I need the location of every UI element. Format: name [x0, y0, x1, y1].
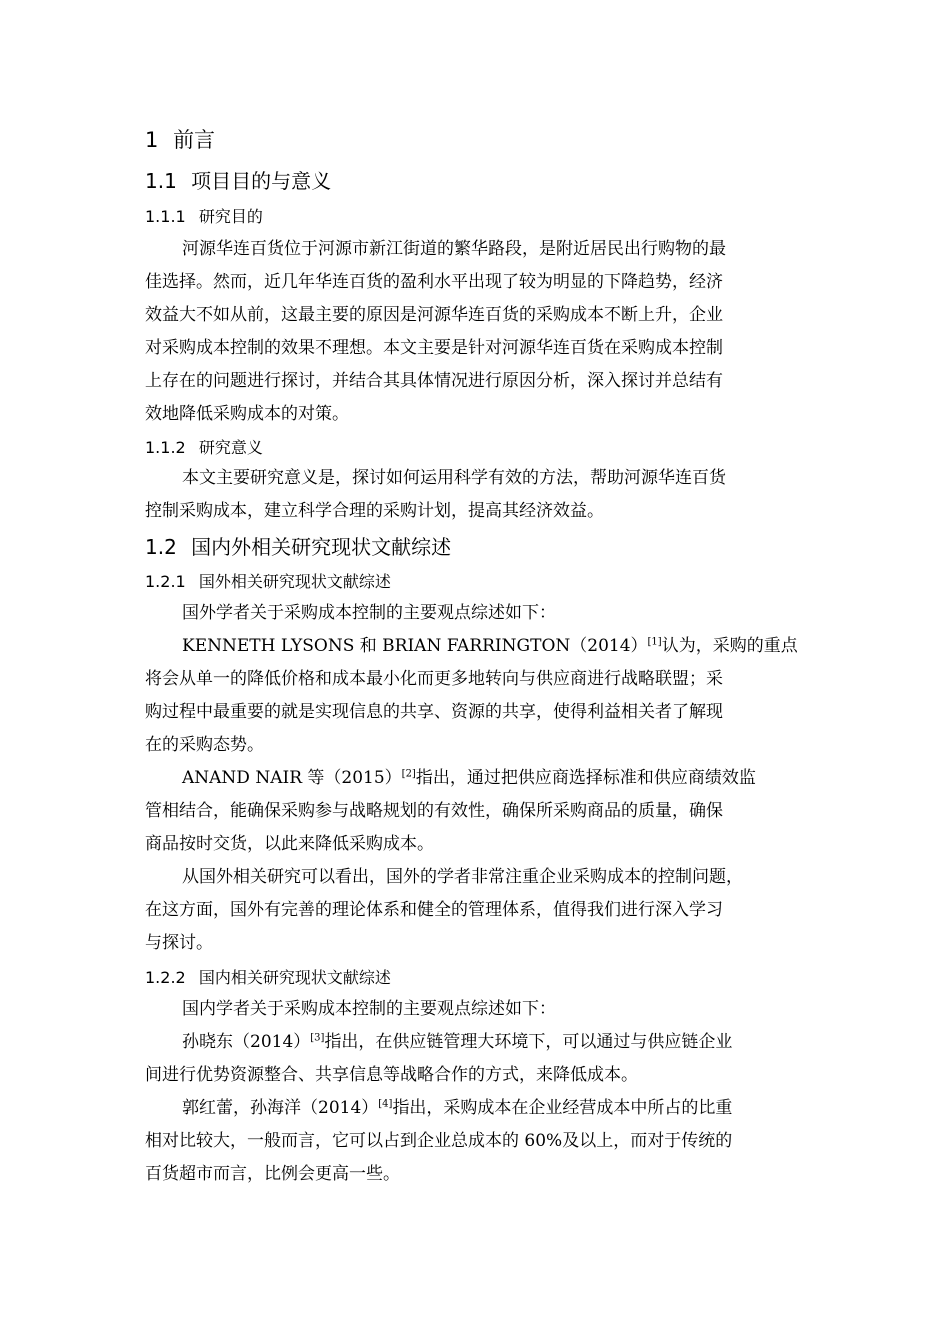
section-title: 前言: [173, 128, 216, 152]
heading-1: [145, 126, 815, 154]
heading-1-2-1: [145, 570, 815, 594]
paragraph-research-purpose: [145, 233, 815, 431]
section-number: 1: [145, 128, 159, 152]
section-number: 1.2.2: [145, 968, 186, 987]
paragraph-line: 佳选择。然而，近几年华连百货的盈利水平出现了较为明显的下降趋势，经济: [145, 272, 723, 292]
paragraph-research-significance: [145, 462, 815, 528]
section-title: 国内外相关研究现状文献综述: [191, 535, 452, 559]
paragraph-line: 效益大不如从前，这最主要的原因是河源华连百货的采购成本不断上升，企业: [145, 305, 723, 325]
citation-text: 指出，在供应链管理大环境下，可以通过与供应链企业: [324, 1032, 733, 1052]
paragraph-line: 控制采购成本，建立科学合理的采购计划，提高其经济效益。: [145, 501, 604, 521]
section-title: 研究目的: [198, 207, 263, 226]
paragraph-line: 相对比较大，一般而言，它可以占到企业总成本的 60%及以上，而对于传统的: [145, 1131, 733, 1151]
paragraph-line: 对采购成本控制的效果不理想。本文主要是针对河源华连百货在采购成本控制: [145, 338, 723, 358]
paragraph-line: 与探讨。: [145, 933, 213, 953]
citation-line: [145, 1026, 815, 1059]
reference-mark: [4]: [378, 1098, 393, 1110]
paragraph-line: 本文主要研究意义是，探讨如何运用科学有效的方法，帮助河源华连百货: [182, 468, 726, 488]
section-number: 1.2: [145, 535, 177, 559]
paragraph-line: 河源华连百货位于河源市新江街道的繁华路段，是附近居民出行购物的最: [182, 239, 726, 259]
citation-text: 认为，采购的重点: [661, 636, 798, 656]
paragraphs-foreign-review: [145, 597, 815, 960]
citation-text: 孙晓东（2014）: [182, 1032, 311, 1052]
section-title: 项目目的与意义: [191, 169, 332, 193]
citation-line: [145, 762, 815, 795]
paragraph-line: 效地降低采购成本的对策。: [145, 404, 349, 424]
heading-1-2: [145, 533, 815, 561]
paragraph-line: 将会从单一的降低价格和成本最小化而更多地转向与供应商进行战略联盟；采: [145, 669, 723, 689]
citation-text: ANAND NAIR 等（2015）: [182, 768, 402, 788]
paragraph-line: 上存在的问题进行探讨，并结合其具体情况进行原因分析，深入探讨并总结有: [145, 371, 723, 391]
paragraph-line: 国外学者关于采购成本控制的主要观点综述如下：: [182, 603, 556, 623]
heading-1-2-2: [145, 966, 815, 990]
reference-mark: [3]: [310, 1032, 325, 1044]
heading-1-1: [145, 167, 815, 195]
section-title: 研究意义: [198, 438, 263, 457]
paragraph-line: 从国外相关研究可以看出，国外的学者非常注重企业采购成本的控制问题，: [182, 867, 743, 887]
paragraph-line: 管相结合，能确保采购参与战略规划的有效性，确保所采购商品的质量，确保: [145, 801, 723, 821]
section-number: 1.2.1: [145, 572, 186, 591]
paragraphs-domestic-review: [145, 993, 815, 1191]
paragraph-line: 在这方面，国外有完善的理论体系和健全的管理体系，值得我们进行深入学习: [145, 900, 723, 920]
citation-text: 指出，采购成本在企业经营成本中所占的比重: [392, 1098, 733, 1118]
paragraph-line: 间进行优势资源整合、共享信息等战略合作的方式，来降低成本。: [145, 1065, 638, 1085]
paragraph-line: 商品按时交货，以此来降低采购成本。: [145, 834, 434, 854]
citation-text: 指出，通过把供应商选择标准和供应商绩效监: [415, 768, 756, 788]
heading-1-1-1: [145, 205, 815, 229]
citation-text: KENNETH LYSONS 和 BRIAN FARRINGTON（2014）: [182, 636, 648, 656]
citation-line: [145, 1092, 815, 1125]
section-number: 1.1.2: [145, 438, 186, 457]
citation-line: [145, 630, 815, 663]
citation-text: 郭红蕾，孙海洋（2014）: [182, 1098, 379, 1118]
section-title: 国内相关研究现状文献综述: [198, 968, 391, 987]
reference-mark: [1]: [647, 636, 662, 648]
paragraph-line: 在的采购态势。: [145, 735, 264, 755]
section-number: 1.1: [145, 169, 177, 193]
reference-mark: [2]: [401, 768, 416, 780]
section-title: 国外相关研究现状文献综述: [198, 572, 391, 591]
section-number: 1.1.1: [145, 207, 186, 226]
paragraph-line: 百货超市而言，比例会更高一些。: [145, 1164, 400, 1184]
paragraph-line: 国内学者关于采购成本控制的主要观点综述如下：: [182, 999, 556, 1019]
paragraph-line: 购过程中最重要的就是实现信息的共享、资源的共享，使得利益相关者了解现: [145, 702, 723, 722]
heading-1-1-2: [145, 436, 815, 460]
